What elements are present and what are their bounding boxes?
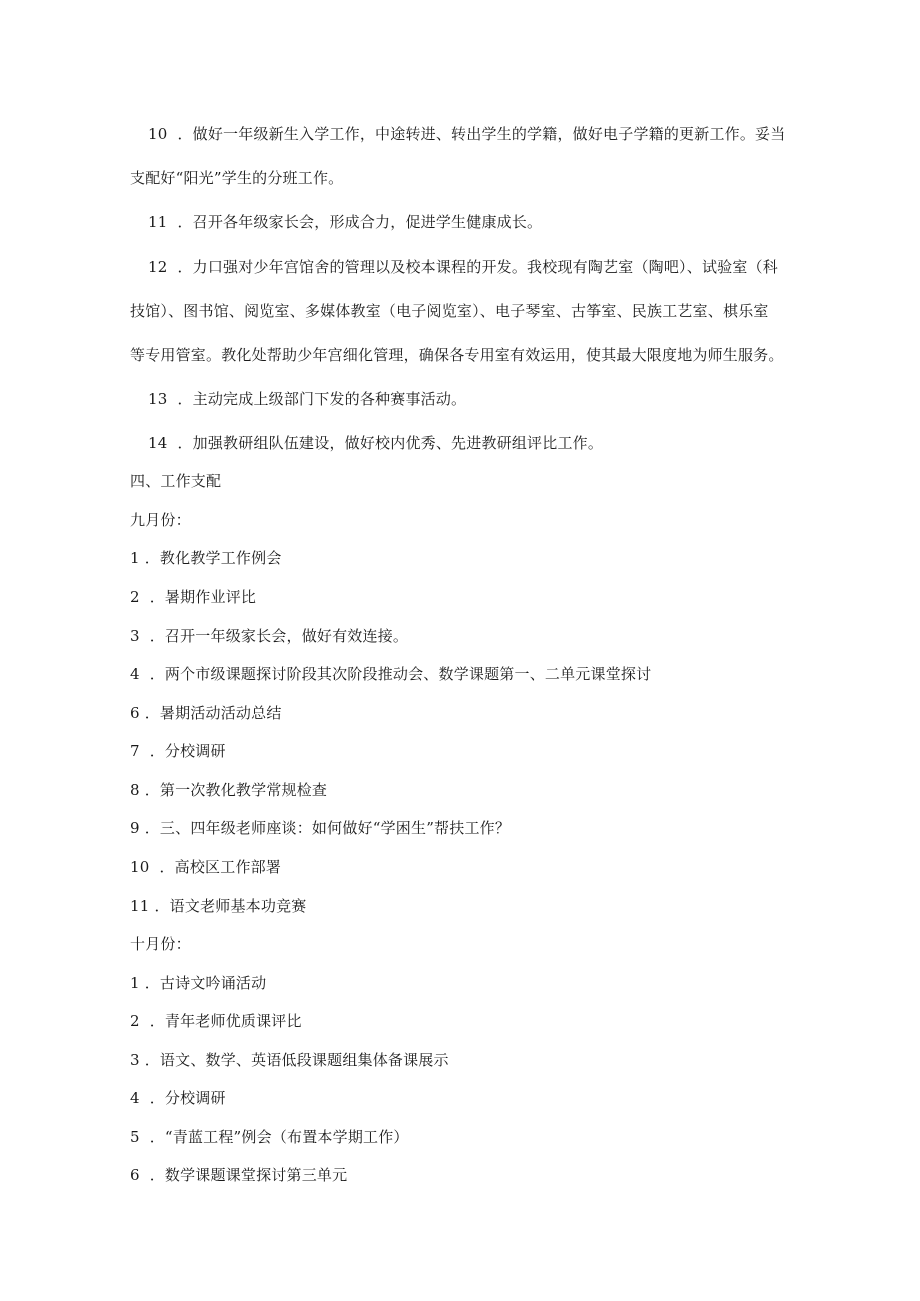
item-text: 技馆）、图书馆、阅览室、多媒体教室（电子阅览室）、电子琴室、古筝室、民族工艺室、棋乐室 — [130, 302, 769, 320]
item-number: 10 — [148, 125, 168, 143]
item-number: 12 — [148, 258, 168, 276]
item-number: 1 — [130, 549, 140, 567]
item-number: 6 — [130, 1166, 140, 1184]
item-text: ．高校区工作部署 — [159, 858, 282, 876]
item-number: 4 — [130, 1089, 140, 1107]
list-item — [130, 741, 226, 761]
item-number: 10 — [130, 858, 150, 876]
item-number: 3 — [130, 1051, 140, 1069]
list-item — [130, 973, 266, 993]
list-item — [130, 780, 327, 800]
item-text: ．分校调研 — [149, 742, 226, 760]
item-text: ．教化教学工作例会 — [144, 549, 282, 567]
list-item — [148, 257, 778, 277]
list-item — [130, 1011, 302, 1031]
list-item-continuation — [130, 301, 769, 321]
item-text: ．青年老师优质课评比 — [149, 1012, 302, 1030]
item-number: 9 — [130, 819, 140, 837]
list-item — [130, 896, 306, 916]
list-item — [130, 664, 651, 684]
item-number: 11 — [148, 213, 168, 231]
item-text: ．力口强对少年宫馆舍的管理以及校本课程的开发。我校现有陶艺室（陶吧）、试验室（科 — [177, 258, 778, 276]
list-item — [130, 857, 281, 877]
item-number: 2 — [130, 1012, 140, 1030]
item-number: 6 — [130, 704, 140, 722]
list-item — [130, 1165, 347, 1185]
item-text: ．做好一年级新生入学工作，中途转进、转出学生的学籍，做好电子学籍的更新工作。妥当 — [177, 125, 786, 143]
item-text: ．数学课题课堂探讨第三单元 — [149, 1166, 348, 1184]
list-item — [130, 818, 510, 838]
item-text: ．暑期作业评比 — [149, 588, 257, 606]
item-text: ．三、四年级老师座谈：如何做好“学困生”帮扶工作？ — [144, 819, 511, 837]
item-number: 5 — [130, 1128, 140, 1146]
item-text: ．语文老师基本功竞赛 — [154, 897, 307, 915]
item-number: 4 — [130, 665, 140, 683]
item-text: 支配好“阳光”学生的分班工作。 — [130, 169, 344, 187]
list-item-continuation — [130, 168, 343, 188]
list-item — [148, 124, 785, 144]
list-item-continuation — [130, 345, 784, 365]
list-item — [130, 587, 256, 607]
section-heading: 四、工作支配 — [130, 472, 222, 490]
item-text: 等专用管室。教化处帮助少年宫细化管理，确保各专用室有效运用，使其最大限度地为师生服务。 — [130, 346, 784, 364]
item-number: 13 — [148, 390, 168, 408]
item-number: 7 — [130, 742, 140, 760]
item-text: ．“青蓝工程”例会（布置本学期工作） — [149, 1128, 409, 1146]
list-item — [130, 1088, 226, 1108]
item-number: 1 — [130, 974, 140, 992]
item-text: ．分校调研 — [149, 1089, 226, 1107]
list-item — [148, 389, 466, 409]
item-text: ．两个市级课题探讨阶段其次阶段推动会、数学课题第一、二单元课堂探讨 — [149, 665, 652, 683]
month-heading-october: 十月份： — [130, 935, 191, 953]
list-item — [130, 548, 282, 568]
item-text: ．召开各年级家长会，形成合力，促进学生健康成长。 — [177, 213, 543, 231]
item-number: 11 — [130, 897, 150, 915]
item-number: 8 — [130, 781, 140, 799]
item-number: 3 — [130, 627, 140, 645]
month-heading-september: 九月份： — [130, 511, 191, 529]
list-item — [130, 1127, 409, 1147]
list-item — [130, 1050, 449, 1070]
list-item — [148, 212, 542, 232]
item-text: ．主动完成上级部门下发的各种赛事活动。 — [177, 390, 467, 408]
item-text: ．第一次教化教学常规检查 — [144, 781, 328, 799]
list-item — [130, 703, 282, 723]
item-text: ．语文、数学、英语低段课题组集体备课展示 — [144, 1051, 449, 1069]
item-text: ．古诗文吟诵活动 — [144, 974, 267, 992]
item-text: ．召开一年级家长会，做好有效连接。 — [149, 627, 409, 645]
item-text: ．加强教研组队伍建设，做好校内优秀、先进教研组评比工作。 — [177, 434, 604, 452]
list-item — [130, 626, 408, 646]
item-text: ．暑期活动活动总结 — [144, 704, 282, 722]
list-item — [148, 433, 603, 453]
item-number: 2 — [130, 588, 140, 606]
item-number: 14 — [148, 434, 168, 452]
